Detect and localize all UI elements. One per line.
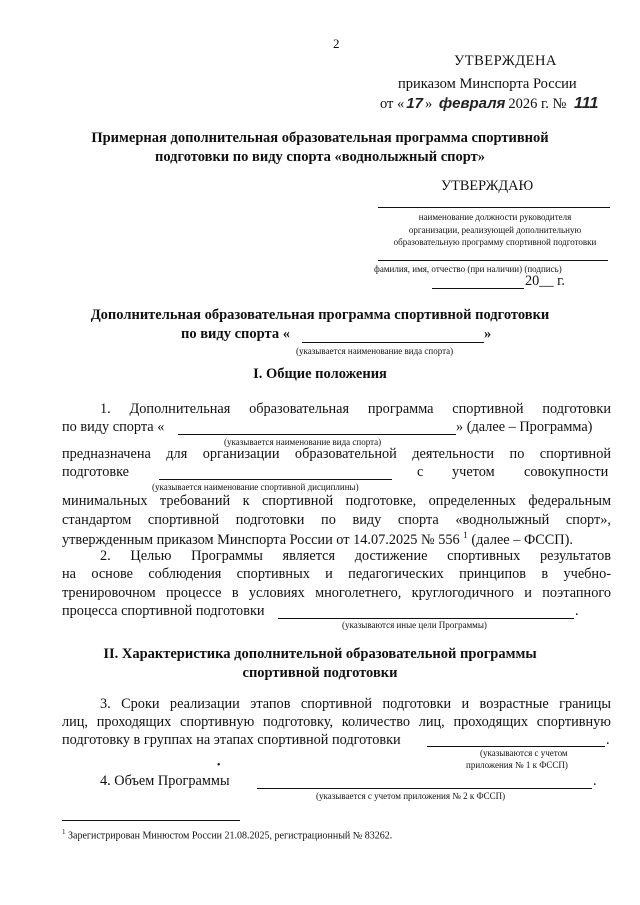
page-number: 2 (333, 36, 340, 51)
footnote (62, 828, 392, 841)
org-caption-2: организации, реализующей дополнительную (408, 225, 582, 235)
approval-month-signature: февраля (438, 95, 506, 112)
footnote-mark: 1 (62, 828, 66, 836)
org-caption-3: образовательную программу спортивной подготовки (393, 237, 597, 247)
p2-goals-underline (278, 618, 574, 619)
p1-line2-suffix: » (далее – Программа) (456, 419, 593, 435)
p1-line5: минимальных требований к спортивной подготовке, определенных федеральным (62, 493, 611, 509)
name-underline (378, 260, 608, 261)
org-caption-1: наименование должности руководителя (418, 212, 572, 222)
p1-line6: стандартом спортивной подготовки по виду спорта «воднолыжный спорт», (62, 512, 611, 528)
program-sport-underline (302, 342, 484, 343)
p4-caption: (указывается с учетом приложения № 2 к ФССП) (316, 791, 506, 801)
p4-underline (257, 788, 592, 789)
name-caption: фамилия, имя, отчество (при наличии) (подпись) (374, 264, 562, 274)
p2-line1: 2. Целью Программы является достижение спортивных результатов (100, 548, 611, 564)
p3-caption-b: приложения № 1 к ФССП) (466, 760, 568, 770)
date-underline (432, 288, 524, 289)
program-sport-caption: (указывается наименование вида спорта) (296, 346, 454, 356)
p3-caption-a: (указываются с учетом (480, 748, 568, 758)
p4-prefix: 4. Объем Программы (100, 773, 230, 789)
program-title-line2-suffix: » (484, 326, 492, 342)
p1-line7-suffix: (далее – ФССП). (471, 531, 573, 548)
p1-line7-text: утвержденным приказом Минспорта России от 14.07.2025 № 556 (62, 531, 460, 548)
p1-discipline-caption: (указывается наименование спортивной дисциплины) (152, 482, 359, 492)
p2-line3: тренировочном процессе в условиях многолетнего, круглогодичного и поэтапного (62, 585, 611, 601)
p2-line4-prefix: процесса спортивной подготовки (62, 603, 265, 619)
approval-order-line: приказом Минспорта России (398, 76, 577, 92)
p4-suffix: . (593, 773, 597, 789)
p1-line3: предназначена для организации образовательной деятельности по спортивной (62, 446, 611, 462)
p1-line4-word4: совокупности (524, 464, 609, 480)
p1-sport-caption: (указывается наименование вида спорта) (224, 437, 382, 447)
p1-line7 (62, 530, 573, 549)
approval-date-line (380, 95, 598, 113)
p1-line4-word1: подготовке (62, 464, 130, 480)
p1-discipline-underline (159, 479, 392, 480)
p3-line2: лиц, проходящих спортивную подготовку, количество лиц, проходящих спортивную (62, 714, 611, 730)
footnote-text: Зарегистрирован Минюстом России 21.08.2025, регистрационный № 83262. (68, 830, 393, 842)
section2-heading-line2: спортивной подготовки (242, 665, 398, 681)
p1-line1: 1. Дополнительная образовательная программа спортивной подготовки (100, 401, 611, 417)
approval-day-signature: 17 (406, 95, 423, 112)
footnote-separator (62, 820, 240, 821)
approval-number-signature: 111 (574, 95, 599, 112)
p3-line3-prefix: подготовку в группах на этапах спортивной подготовки (62, 732, 401, 748)
p1-line4-word2: с (417, 464, 424, 480)
approve-title: УТВЕРЖДАЮ (441, 178, 534, 194)
approval-date-mid: » (424, 96, 433, 112)
section1-heading: I. Общие положения (253, 366, 387, 382)
p2-goals-caption: (указываются иные цели Программы) (342, 620, 487, 630)
p2-line2: на основе соблюдения спортивных и педагогических принципов в учебно- (62, 566, 611, 582)
program-title-line2-prefix: по виду спорта « (181, 326, 290, 342)
p1-line2-prefix: по виду спорта « (62, 419, 165, 435)
stray-dot: • (217, 760, 221, 771)
p3-underline (427, 746, 605, 747)
approval-title: УТВЕРЖДЕНА (454, 53, 557, 69)
program-title-line1: Дополнительная образовательная программа спортивной подготовки (90, 307, 550, 323)
footnote-ref-mark: 1 (463, 530, 468, 540)
p1-sport-underline (178, 434, 456, 435)
org-underline (378, 207, 610, 208)
doc-title-line2: подготовки по виду спорта «воднолыжный спорт» (155, 149, 485, 165)
approve-year: 20__ г. (525, 273, 565, 289)
p3-line1: 3. Сроки реализации этапов спортивной подготовки и возрастные границы (100, 696, 611, 712)
p2-line4-suffix: . (575, 603, 579, 619)
p3-line3-suffix: . (606, 732, 610, 748)
p1-line4-word3: учетом (452, 464, 495, 480)
approval-year: 2026 г. № (508, 96, 567, 112)
doc-title-line1: Примерная дополнительная образовательная программа спортивной (91, 130, 549, 146)
section2-heading-line1: II. Характеристика дополнительной образовательной программы (103, 646, 537, 662)
approval-date-prefix: от « (380, 96, 405, 112)
